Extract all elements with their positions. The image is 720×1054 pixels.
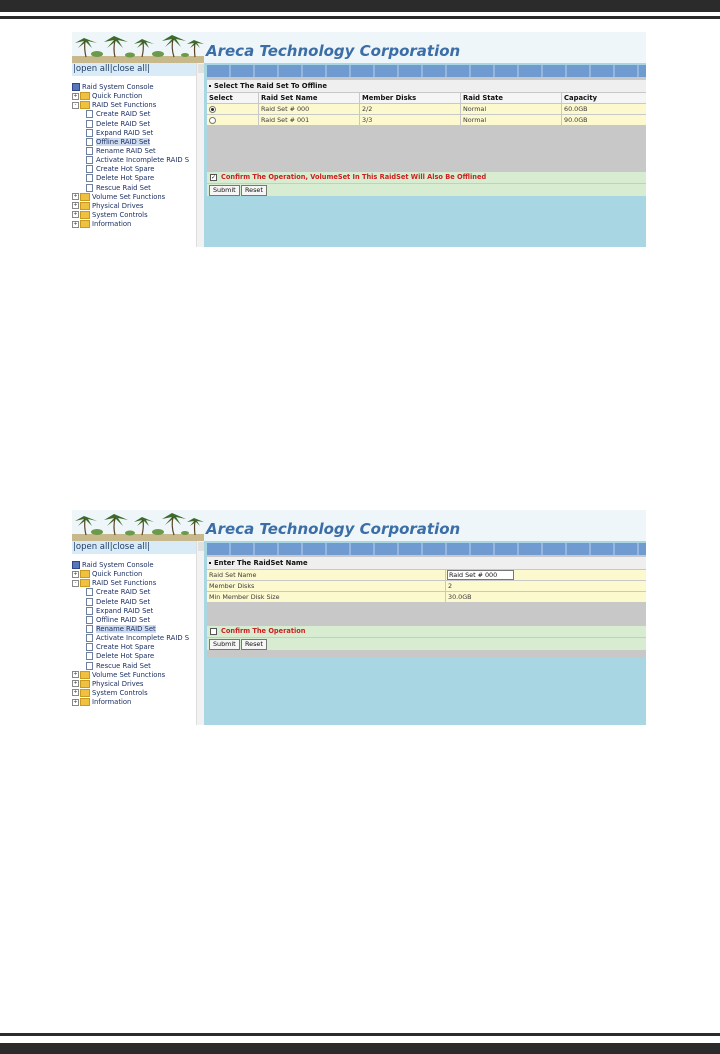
expand-plus-icon[interactable]: + — [73, 211, 78, 218]
tree-item-offline-raid-set[interactable] — [72, 138, 196, 147]
sidebar — [72, 63, 204, 247]
tree-item-rescue-raid-set[interactable] — [72, 662, 196, 671]
raid-set-name-input[interactable]: Raid Set # 000 — [447, 570, 514, 580]
member-disks-cell: 2/2 — [359, 104, 460, 114]
tree-label: Volume Set Functions — [92, 192, 166, 201]
tree-item-information[interactable] — [72, 220, 196, 229]
form-row-member-disks — [207, 580, 646, 591]
page-icon — [86, 174, 93, 182]
panel-frame-lower — [207, 125, 646, 172]
form-row-min-member-disk-size — [207, 591, 646, 602]
sidebar-scrollbar[interactable] — [196, 541, 204, 725]
tree-item-expand-raid-set[interactable] — [72, 129, 196, 138]
section-header — [207, 80, 646, 92]
page-icon — [86, 165, 93, 173]
tree-item-console[interactable] — [72, 561, 196, 570]
tree-item-system-controls[interactable] — [72, 211, 196, 220]
form-row-raid-set-name — [207, 569, 646, 580]
tree-item-raid-set-functions[interactable] — [72, 579, 196, 588]
banner — [72, 510, 646, 541]
folder-icon — [80, 698, 90, 706]
tree-label: Create Hot Spare — [96, 165, 155, 174]
member-disks-value: 2 — [445, 581, 646, 591]
page-icon — [86, 625, 93, 633]
collapse-minus-icon[interactable]: - — [72, 102, 79, 109]
collapse-minus-icon[interactable]: - — [72, 580, 79, 587]
page-icon — [86, 129, 93, 137]
navigation-tree — [72, 83, 196, 229]
tree-item-volume-set-functions[interactable] — [72, 193, 196, 202]
page-icon — [86, 138, 93, 146]
tree-label: Create RAID Set — [96, 110, 151, 119]
top-menu-strip — [207, 543, 646, 555]
submit-button[interactable]: Submit — [209, 639, 240, 650]
tree-item-activate-incomplete[interactable] — [72, 156, 196, 165]
tree-label: Delete RAID Set — [96, 119, 151, 128]
tree-item-delete-hot-spare[interactable] — [72, 652, 196, 661]
min-member-disk-size-label: Min Member Disk Size — [209, 593, 280, 601]
sidebar — [72, 541, 204, 725]
scroll-up-arrow[interactable] — [198, 64, 204, 73]
raid-state-cell: Normal — [460, 115, 561, 125]
tree-item-system-controls[interactable] — [72, 689, 196, 698]
tree-label: Delete RAID Set — [96, 597, 151, 606]
section-title: Select The Raid Set To Offline — [214, 82, 327, 90]
tree-item-delete-raid-set[interactable] — [72, 598, 196, 607]
bullet-icon — [209, 562, 211, 564]
tree-label: Delete Hot Spare — [96, 652, 155, 661]
tree-item-physical-drives[interactable] — [72, 680, 196, 689]
submit-button[interactable]: Submit — [209, 185, 240, 196]
tree-item-raid-set-functions[interactable] — [72, 101, 196, 110]
page-icon — [86, 120, 93, 128]
tree-label: Information — [92, 698, 132, 707]
tree-label-selected: Offline RAID Set — [96, 137, 151, 146]
tree-item-delete-raid-set[interactable] — [72, 120, 196, 129]
col-raid-state: Raid State — [460, 93, 561, 103]
page-icon — [86, 598, 93, 606]
folder-open-icon — [80, 101, 90, 109]
raid-set-name-label: Raid Set Name — [209, 571, 257, 579]
tree-label: Activate Incomplete RAID S — [96, 156, 190, 165]
tree-label: Activate Incomplete RAID S — [96, 634, 190, 643]
col-raid-set-name: Raid Set Name — [258, 93, 359, 103]
folder-open-icon — [80, 579, 90, 587]
tree-item-console[interactable] — [72, 83, 196, 92]
tree-label: Information — [92, 220, 132, 229]
folder-icon — [80, 211, 90, 219]
expand-plus-icon[interactable]: + — [73, 570, 78, 577]
tree-item-physical-drives[interactable] — [72, 202, 196, 211]
page-top-rule — [0, 16, 720, 19]
table-header-row — [207, 92, 646, 103]
page-icon — [86, 184, 93, 192]
sidebar-scrollbar[interactable] — [196, 63, 204, 247]
raid-name-cell: Raid Set # 000 — [258, 104, 359, 114]
folder-icon — [80, 202, 90, 210]
col-capacity: Capacity — [561, 93, 646, 103]
section-title: Enter The RaidSet Name — [214, 559, 308, 567]
panel-frame-bottom — [207, 650, 646, 658]
tree-item-rescue-raid-set[interactable] — [72, 184, 196, 193]
page-icon — [86, 147, 93, 155]
tree-label: Offline RAID Set — [96, 615, 151, 624]
scroll-up-arrow[interactable] — [198, 542, 204, 551]
expand-plus-icon[interactable]: + — [73, 671, 78, 678]
min-member-disk-size-value: 30.0GB — [445, 592, 646, 602]
tree-label: RAID Set Functions — [92, 579, 157, 588]
main-panel — [207, 63, 646, 247]
tree-label: RAID Set Functions — [92, 101, 157, 110]
folder-icon — [80, 680, 90, 688]
navigation-tree — [72, 561, 196, 707]
tree-item-volume-set-functions[interactable] — [72, 671, 196, 680]
page-icon — [86, 634, 93, 642]
expand-plus-icon[interactable]: + — [73, 698, 78, 705]
page-top-bar — [0, 0, 720, 12]
select-cell — [207, 115, 258, 125]
expand-plus-icon[interactable]: + — [73, 689, 78, 696]
confirm-checkbox[interactable] — [210, 628, 217, 635]
tree-label: Rescue Raid Set — [96, 183, 151, 192]
offline-raid-set-screenshot — [72, 32, 646, 247]
main-panel — [207, 541, 646, 725]
reset-button[interactable]: Reset — [241, 185, 267, 196]
page-icon — [86, 588, 93, 596]
tree-label: System Controls — [92, 210, 148, 219]
col-member-disks: Member Disks — [359, 93, 460, 103]
open-close-all-links[interactable]: |open all|close all| — [72, 63, 197, 76]
page-icon — [86, 156, 93, 164]
page-icon — [86, 607, 93, 615]
page-bottom-bar — [0, 1043, 720, 1054]
tree-item-create-raid-set[interactable] — [72, 588, 196, 597]
page-icon — [86, 643, 93, 651]
page-icon — [86, 652, 93, 660]
raid-set-name-field-cell — [445, 570, 646, 580]
button-bar — [207, 184, 646, 196]
tree-item-offline-raid-set[interactable] — [72, 616, 196, 625]
tree-item-information[interactable] — [72, 698, 196, 707]
palm-trees-logo — [72, 32, 204, 63]
open-close-all-links[interactable]: |open all|close all| — [72, 541, 197, 554]
capacity-cell: 90.0GB — [561, 115, 646, 125]
folder-icon — [80, 92, 90, 100]
confirm-row[interactable] — [207, 172, 646, 183]
tree-label: Expand RAID Set — [96, 606, 154, 615]
tree-item-quick-function[interactable] — [72, 92, 196, 101]
button-bar — [207, 638, 646, 650]
select-cell — [207, 104, 258, 114]
confirm-label: Confirm The Operation, VolumeSet In This RaidSet Will Also Be Offlined — [221, 173, 487, 181]
tree-label: Raid System Console — [82, 83, 154, 91]
member-disks-cell: 3/3 — [359, 115, 460, 125]
brand-title: Areca Technology Corporation — [206, 42, 461, 60]
raid-name-cell: Raid Set # 001 — [258, 115, 359, 125]
tree-label: Raid System Console — [82, 561, 154, 569]
section-header — [207, 557, 646, 569]
page-icon — [86, 616, 93, 624]
tree-label: Create RAID Set — [96, 588, 151, 597]
tree-label: Create Hot Spare — [96, 643, 155, 652]
confirm-checkbox[interactable]: ✓ — [211, 173, 217, 181]
tree-label: Quick Function — [92, 92, 143, 101]
bullet-icon — [209, 85, 211, 87]
folder-icon — [80, 671, 90, 679]
tree-item-delete-hot-spare[interactable] — [72, 174, 196, 183]
rename-raid-set-screenshot — [72, 510, 646, 725]
expand-plus-icon[interactable]: + — [73, 92, 78, 99]
col-select: Select — [209, 94, 233, 102]
tree-label: Quick Function — [92, 570, 143, 579]
table-row — [207, 114, 646, 125]
raid-set-001-radio[interactable] — [209, 117, 216, 124]
expand-plus-icon[interactable]: + — [73, 220, 78, 227]
brand-title: Areca Technology Corporation — [206, 520, 461, 538]
tree-label: Volume Set Functions — [92, 670, 166, 679]
tree-item-create-hot-spare[interactable] — [72, 165, 196, 174]
expand-plus-icon[interactable]: + — [73, 680, 78, 687]
folder-icon — [80, 220, 90, 228]
folder-icon — [80, 570, 90, 578]
tree-label: Physical Drives — [92, 679, 144, 688]
tree-label: Delete Hot Spare — [96, 174, 155, 183]
page-icon — [86, 110, 93, 118]
tree-item-quick-function[interactable] — [72, 570, 196, 579]
table-row — [207, 103, 646, 114]
console-icon — [72, 83, 80, 91]
folder-icon — [80, 689, 90, 697]
top-menu-strip — [207, 65, 646, 77]
expand-plus-icon[interactable]: + — [73, 202, 78, 209]
tree-label: System Controls — [92, 688, 148, 697]
confirm-label: Confirm The Operation — [221, 627, 306, 635]
page-icon — [86, 662, 93, 670]
tree-item-create-raid-set[interactable] — [72, 110, 196, 119]
tree-item-rename-raid-set[interactable] — [72, 625, 196, 634]
tree-label: Physical Drives — [92, 201, 144, 210]
tree-item-activate-incomplete[interactable] — [72, 634, 196, 643]
tree-item-create-hot-spare[interactable] — [72, 643, 196, 652]
palm-trees-logo — [72, 510, 204, 541]
confirm-row[interactable] — [207, 626, 646, 637]
page-bottom-rule — [0, 1033, 720, 1036]
panel-frame-lower — [207, 602, 646, 626]
tree-label: Rescue Raid Set — [96, 661, 151, 670]
raid-state-cell: Normal — [460, 104, 561, 114]
raid-set-000-radio[interactable] — [209, 106, 216, 113]
member-disks-label: Member Disks — [209, 582, 255, 590]
tree-label: Rename RAID Set — [96, 146, 156, 155]
tree-item-expand-raid-set[interactable] — [72, 607, 196, 616]
reset-button[interactable]: Reset — [241, 639, 267, 650]
tree-label: Expand RAID Set — [96, 128, 154, 137]
capacity-cell: 60.0GB — [561, 104, 646, 114]
console-icon — [72, 561, 80, 569]
expand-plus-icon[interactable]: + — [73, 193, 78, 200]
folder-icon — [80, 193, 90, 201]
banner — [72, 32, 646, 63]
tree-item-rename-raid-set[interactable] — [72, 147, 196, 156]
tree-label-selected: Rename RAID Set — [96, 624, 156, 633]
